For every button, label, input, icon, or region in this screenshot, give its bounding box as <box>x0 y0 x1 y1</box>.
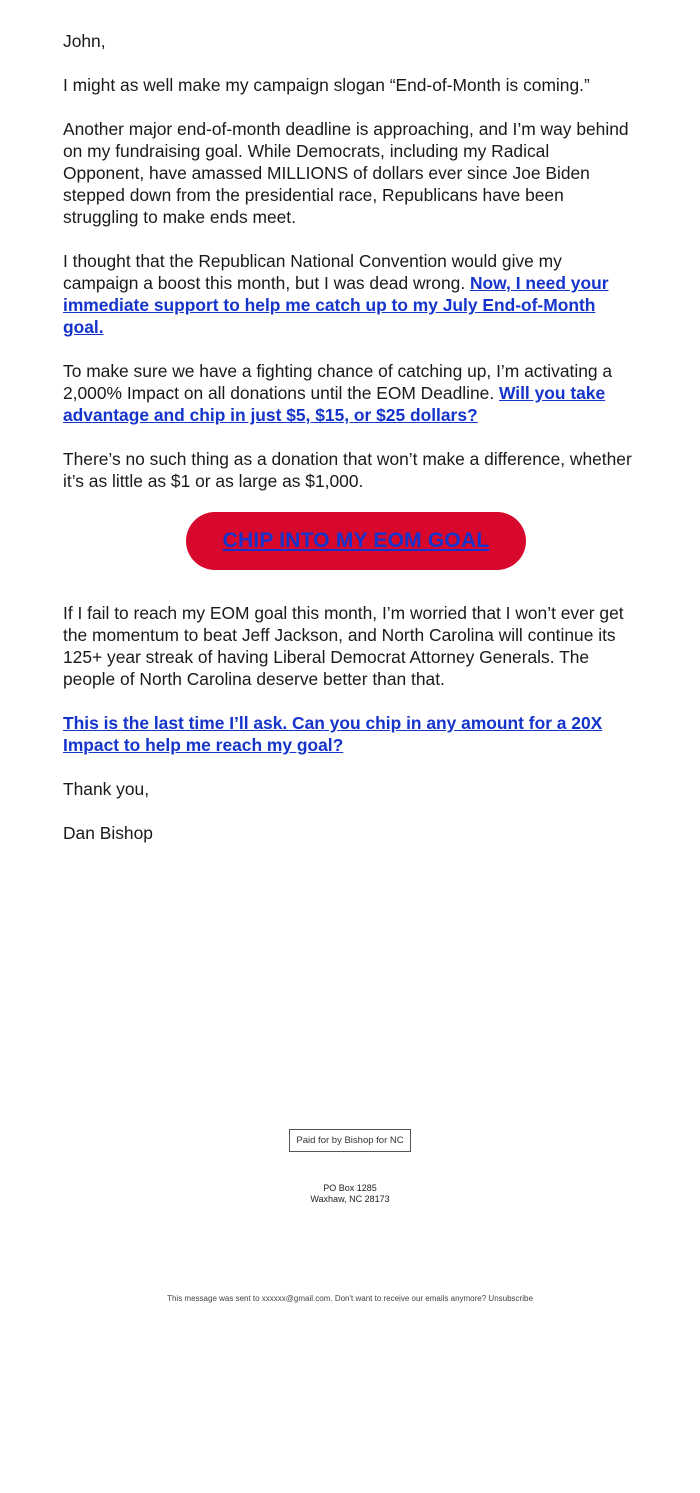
paragraph-slogan: I might as well make my campaign slogan “End-of-Month is coming.” <box>63 75 590 95</box>
signature: Dan Bishop <box>63 823 153 843</box>
address-line-1: PO Box 1285 <box>323 1183 377 1193</box>
paragraph-impact-text: To make sure we have a fighting chance of catching up, I’m activating a 2,000% Impact on all donations until the EOM Deadline. <box>63 361 613 403</box>
mailing-address <box>250 1183 450 1204</box>
paid-for-disclaimer: Paid for by Bishop for NC <box>289 1129 411 1152</box>
unsubscribe-link[interactable]: Unsubscribe <box>488 1294 533 1303</box>
paragraph-last-ask <box>63 712 635 756</box>
paragraph-convention <box>63 250 635 338</box>
chip-into-goal-button[interactable]: CHIP INTO MY EOM GOAL <box>186 512 526 570</box>
greeting: John, <box>63 31 106 51</box>
chip-in-amounts-link[interactable]: Will you take advantage and chip in just $5, $15, or $25 dollars? <box>63 383 606 425</box>
footer-notice-text: This message was sent to xxxxxx@gmail.com. Don't want to receive our emails anymore? <box>167 1294 489 1303</box>
paragraph-difference: There’s no such thing as a donation that won’t make a difference, whether it’s as little as $1 or as large as $1,000. <box>63 449 632 491</box>
cta-container <box>63 512 635 570</box>
email-body <box>63 30 635 866</box>
footer-notice <box>0 1294 700 1304</box>
support-link[interactable]: Now, I need your immediate support to help me catch up to my July End-of-Month goal. <box>63 273 609 337</box>
paragraph-momentum: If I fail to reach my EOM goal this month, I’m worried that I won’t ever get the momentum to beat Jeff Jackson, and North Carolina will continue its 125+ year streak of having Liberal Democrat Attorney Generals. The people of North Carolina deserve better than that. <box>63 603 624 689</box>
paragraph-convention-text: I thought that the Republican National Convention would give my campaign a boost this month, but I was dead wrong. <box>63 251 562 293</box>
last-ask-link[interactable]: This is the last time I’ll ask. Can you chip in any amount for a 20X Impact to help me reach my goal? <box>63 713 603 755</box>
address-line-2: Waxhaw, NC 28173 <box>310 1193 390 1204</box>
paragraph-impact <box>63 360 635 426</box>
closing: Thank you, <box>63 779 150 799</box>
paragraph-deadline: Another major end-of-month deadline is approaching, and I’m way behind on my fundraising goal. While Democrats, including my Radical Opponent, have amassed MILLIONS of dollars ever since Joe Biden stepped down from the presidential race, Republicans have been struggling to make ends meet. <box>63 119 629 227</box>
